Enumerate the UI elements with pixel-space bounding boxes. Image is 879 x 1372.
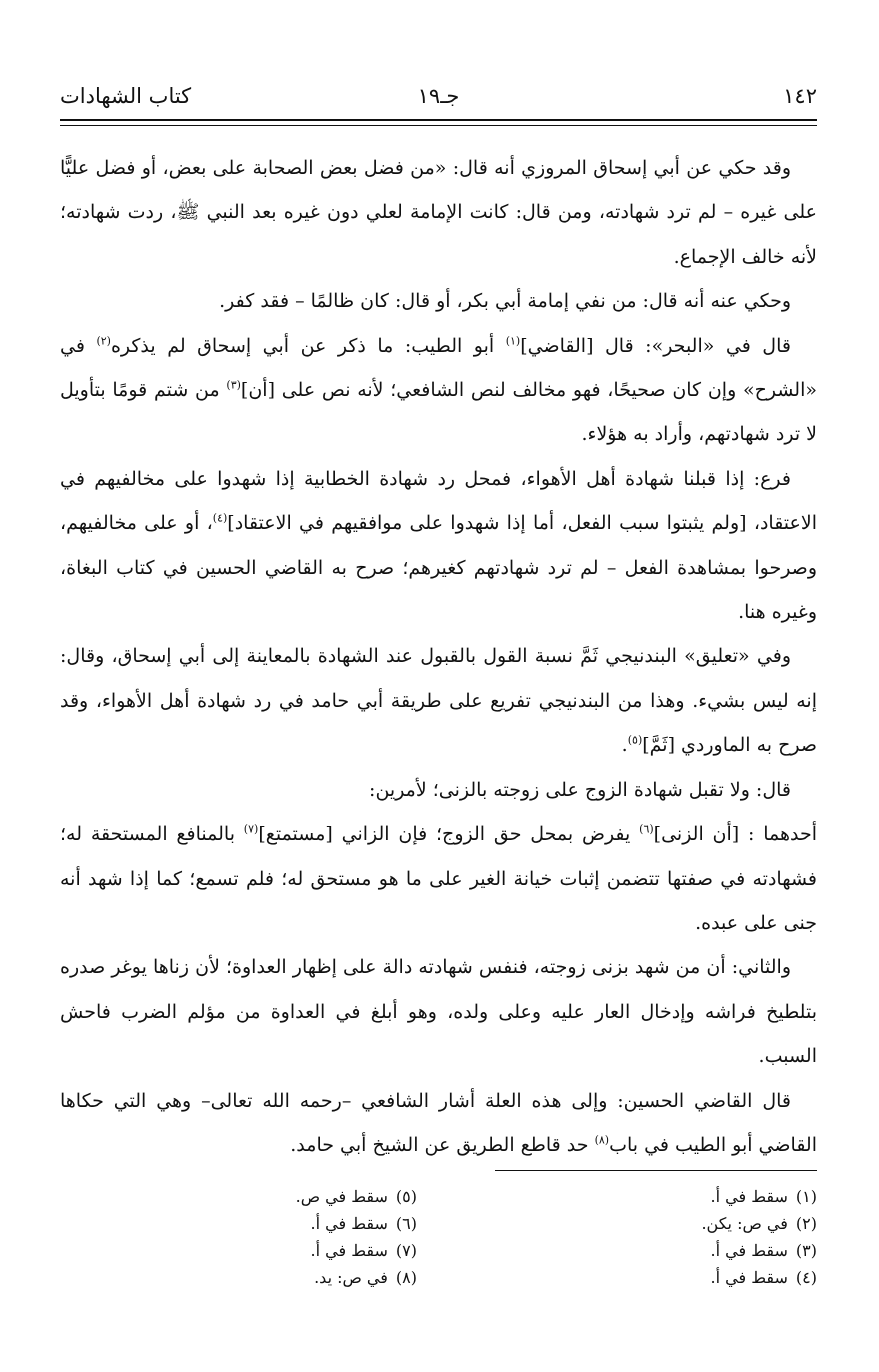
- paragraph-text: من شتم قومًا بتأويل لا ترد شهادتهم، وأراد به هؤلاء.: [60, 379, 817, 446]
- paragraph-text: .: [621, 734, 628, 757]
- footnote-ref-2[interactable]: (٢): [96, 334, 111, 348]
- footnote-2: [457, 1210, 817, 1237]
- paragraph-text: قال في «البحر»: قال [القاضي]: [520, 334, 791, 357]
- paragraph-text: حد قاطع الطريق عن الشيخ أبي حامد.: [290, 1133, 595, 1156]
- paragraph-text: أحدهما : [أن الزنى]: [653, 823, 817, 846]
- paragraph-1: [60, 146, 817, 279]
- footnote-ref-5[interactable]: (٥): [627, 733, 643, 747]
- footnote-7: [60, 1237, 417, 1264]
- paragraph-text: في «الشرح» وإن كان صحيحًا، فهو مخالف لنص الشافعي؛ لأنه نص على [أن]: [60, 334, 817, 402]
- paragraph-text: قال القاضي الحسين: وإلى هذه العلة أشار الشافعي –رحمه الله تعالى– وهي التي حكاها القاضي أبو الطيب في باب: [60, 1089, 817, 1156]
- footnote-number: (٥): [395, 1187, 417, 1206]
- paragraph-text: وفي «تعليق» البندنيجي ثَمَّ نسبة القول بالقبول عند الشهادة بالمعاينة إلى أبي إسحاق، وقال: إنه ليس بشيء. وهذا من البندنيجي تفريع على طريقة أبي حامد في رد شهادة أهل الأهواء، وقد صرح به الماوردي [ثَمَّ]: [60, 645, 817, 757]
- book-title: كتاب الشهادات: [60, 84, 192, 108]
- book-page: [60, 0, 817, 1372]
- paragraph-text: قال: ولا تقبل شهادة الزوج على زوجته بالزنى؛ لأمرين:: [369, 778, 791, 801]
- footnote-text: في ص: يد.: [314, 1268, 388, 1287]
- footnote-text: سقط في أ.: [310, 1241, 388, 1260]
- footnote-ref-4[interactable]: (٤): [212, 511, 228, 525]
- footnote-number: (٨): [395, 1268, 417, 1287]
- page-number: ١٤٢: [783, 84, 817, 108]
- running-header: [60, 84, 817, 118]
- paragraph-text: ، أو على مخالفيهم، وصرحوا بمشاهدة الفعل – لم ترد شهادتهم كغيرهم؛ صرح به القاضي الحسين في كتاب البغاة، وغيره هنا.: [60, 512, 817, 624]
- paragraph-text: يفرض بمحل حق الزوج؛ فإن الزاني [مستمتع]: [258, 823, 640, 846]
- footnote-8: [60, 1264, 417, 1291]
- footnote-text: سقط في أ.: [710, 1187, 788, 1206]
- footnote-number: (٧): [395, 1241, 417, 1260]
- paragraph-8: [60, 945, 817, 1078]
- footnote-ref-7[interactable]: (٧): [243, 822, 259, 836]
- header-rule-thin: [60, 125, 817, 126]
- footnote-3: [457, 1237, 817, 1264]
- paragraph-5: [60, 634, 817, 767]
- paragraph-6: [60, 768, 817, 812]
- paragraph-text: والثاني: أن من شهد بزنى زوجته، فنفس شهادته دالة على إظهار العداوة؛ لأن زناها يوغر صدره بتلطيخ فراشه وإدخال العار عليه وعلى ولده، وهو أبلغ في العداوة من مؤلم الضرب فاحش السبب.: [60, 956, 817, 1068]
- footnote-column-right: [457, 1183, 817, 1291]
- body-text: [60, 146, 817, 1167]
- footnote-number: (٣): [795, 1241, 817, 1260]
- footnote-number: (١): [795, 1187, 817, 1206]
- header-rule: [60, 119, 817, 121]
- footnote-text: سقط في ص.: [295, 1187, 388, 1206]
- paragraph-3: [60, 324, 817, 457]
- footnote-ref-8[interactable]: (٨): [594, 1133, 610, 1147]
- footnote-ref-3[interactable]: (٣): [226, 378, 241, 392]
- footnote-text: سقط في أ.: [310, 1214, 388, 1233]
- paragraph-7: [60, 812, 817, 945]
- paragraph-4: [60, 457, 817, 635]
- paragraph-text: وقد حكي عن أبي إسحاق المروزي أنه قال: «من فضل بعض الصحابة على بعض، أو فضل عليًّا على غيره – لم ترد شهادته، ومن قال: كانت الإمامة لعلي دون غيره بعد النبي ﷺ، ردت شهادته؛ لأنه خالف الإجماع.: [60, 157, 817, 268]
- paragraph-text: بالمنافع المستحقة له؛ فشهادته في صفتها تتضمن إثبات خيانة الغير على ما هو مستحق له؛ فلم تسمع؛ كما إذا شهد أنه جنى على عبده.: [60, 823, 817, 934]
- footnote-column-left: [60, 1183, 417, 1291]
- footnote-6: [60, 1210, 417, 1237]
- footnote-4: [457, 1264, 817, 1291]
- footnote-text: سقط في أ.: [710, 1241, 788, 1260]
- footnote-ref-6[interactable]: (٦): [639, 822, 654, 836]
- paragraph-2: [60, 279, 817, 323]
- volume-label: جـ١٩: [417, 84, 460, 108]
- footnote-rule: [495, 1170, 817, 1171]
- footnote-1: [457, 1183, 817, 1210]
- footnote-number: (٢): [795, 1214, 817, 1233]
- paragraph-text: فرع: إذا قبلنا شهادة أهل الأهواء، فمحل رد شهادة الخطابية إذا شهدوا على مخالفيهم في الاعتقاد، [ولم يثبتوا سبب الفعل، أما إذا شهدوا على موافقيهم في الاعتقاد]: [60, 467, 817, 535]
- footnote-number: (٦): [395, 1214, 417, 1233]
- footnote-ref-1[interactable]: (١): [505, 334, 521, 348]
- footnote-5: [60, 1183, 417, 1210]
- footnote-text: في ص: يكن.: [701, 1214, 788, 1233]
- paragraph-text: وحكي عنه أنه قال: من نفي إمامة أبي بكر، أو قال: كان ظالمًا – فقد كفر.: [219, 290, 791, 313]
- footnote-text: سقط في أ.: [710, 1268, 788, 1287]
- paragraph-9: [60, 1079, 817, 1168]
- footnote-number: (٤): [795, 1268, 817, 1287]
- paragraph-text: أبو الطيب: ما ذكر عن أبي إسحاق لم يذكره: [110, 334, 506, 357]
